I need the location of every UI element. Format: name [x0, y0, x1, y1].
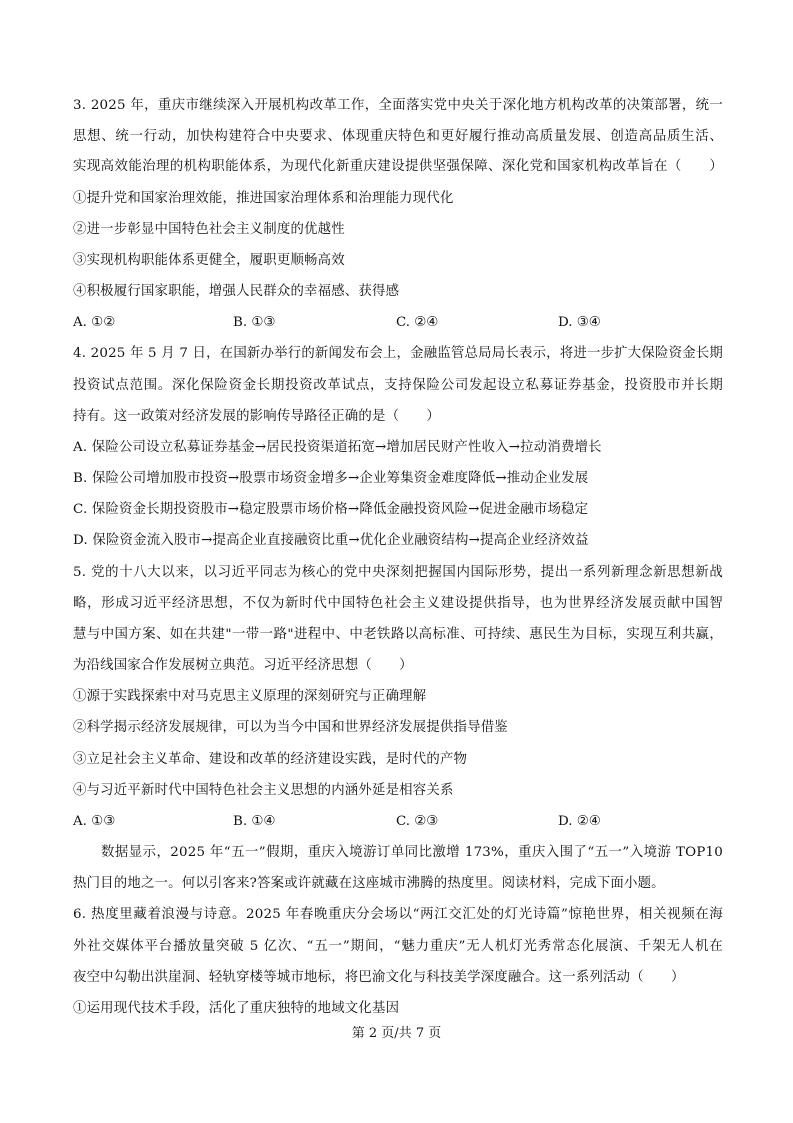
q5-option-a: A. ①③ [73, 814, 116, 829]
q3-option-a: A. ①② [73, 315, 116, 330]
q6-stem-line-2: 外社交媒体平台播放量突破 5 亿次、“五一”期间，“魅力重庆”无人机灯光秀常态化展演、千架无人机在 [73, 939, 723, 954]
q4-option-a: A. 保险公司设立私募证券基金→居民投资渠道拓宽→增加居民财产性收入→拉动消费增长 [73, 440, 602, 455]
q4-option-d: D. 保险资金流入股市→提高企业直接融资比重→优化企业融资结构→提高企业经济效益 [73, 533, 589, 548]
q4-stem-line-2: 投资试点范围。深化保险资金长期投资改革试点，支持保险公司发起设立私募证券基金，投资股市并长期 [73, 378, 723, 393]
q5-stem-line-1: 5. 党的十八大以来，以习近平同志为核心的党中央深刻把握国内国际形势，提出一系列新理念新思想新战 [73, 565, 723, 580]
q3-item-4: ④积极履行国家职能，增强人民群众的幸福感、获得感 [73, 284, 400, 299]
page-number: 第 2 页/共 7 页 [351, 1026, 442, 1041]
q3-stem-line-1: 3. 2025 年，重庆市继续深入开展机构改革工作，全面落实党中央关于深化地方机构改革的决策部署，统一 [73, 98, 723, 113]
q5-stem-line-3: 慧与中国方案、如在共建"一带一路"进程中、中老铁路以高标准、可持续、惠民生为目标，实现互利共赢， [73, 627, 723, 642]
q6-stem-line-1: 6. 热度里藏着浪漫与诗意。2025 年春晚重庆分会场以“两江交汇处的灯光诗篇”惊艳世界，相关视频在海 [73, 907, 723, 922]
q3-item-3: ③实现机构职能体系更健全，履职更顺畅高效 [73, 253, 345, 268]
q3-item-2: ②进一步彰显中国特色社会主义制度的优越性 [73, 222, 345, 237]
q3-option-d: D. ③④ [558, 315, 601, 330]
q3-stem-line-3: 实现高效能治理的机构职能体系，为现代化新重庆建设提供坚强保障、深化党和国家机构改革旨在（ ） [73, 159, 723, 174]
q5-item-4: ④与习近平新时代中国特色社会主义思想的内涵外延是相容关系 [73, 783, 454, 798]
q5-option-d: D. ②④ [558, 814, 601, 829]
q5-option-c: C. ②③ [396, 814, 439, 829]
q5-stem-line-2: 略，形成习近平经济思想，不仅为新时代中国特色社会主义建设提供指导，也为世界经济发展贡献中国智 [73, 596, 723, 611]
q5-item-1: ①源于实践探索中对马克思主义原理的深刻研究与正确理解 [73, 689, 427, 704]
q3-stem-line-2: 思想、统一行动，加快构建符合中央要求、体现重庆特色和更好履行推动高质量发展、创造高品质生活、 [73, 129, 723, 144]
material-line-2: 热门目的地之一。何以引客来?答案或许就藏在这座城市沸腾的热度里。阅读材料，完成下面小题。 [73, 876, 665, 891]
q4-stem-line-1: 4. 2025 年 5 月 7 日，在国新办举行的新闻发布会上，金融监管总局局长表示，将进一步扩大保险资金长期 [73, 346, 723, 361]
q4-stem-line-3: 持有。这一政策对经济发展的影响传导路径正确的是（ ） [73, 409, 440, 424]
q5-stem-line-4: 为沿线国家合作发展树立典范。习近平经济思想（ ） [73, 658, 413, 673]
q3-option-b: B. ①③ [233, 315, 276, 330]
q5-option-b: B. ①④ [233, 814, 276, 829]
q5-item-2: ②科学揭示经济发展规律，可以为当今中国和世界经济发展提供指导借鉴 [73, 720, 508, 735]
material-line-1: 数据显示，2025 年“五一”假期，重庆入境游订单同比激增 173%，重庆入围了“五一”入境游 TOP10 [101, 845, 723, 860]
q3-item-1: ①提升党和国家治理效能，推进国家治理体系和治理能力现代化 [73, 191, 454, 206]
q6-stem-line-3: 夜空中勾勒出洪崖洞、轻轨穿楼等城市地标，将巴渝文化与科技美学深度融合。这一系列活动（ ） [73, 970, 685, 985]
q6-item-1: ①运用现代技术手段，活化了重庆独特的地域文化基因 [73, 1001, 400, 1016]
q3-option-c: C. ②④ [396, 315, 439, 330]
q4-option-b: B. 保险公司增加股市投资→股票市场资金增多→企业筹集资金难度降低→推动企业发展 [73, 471, 589, 486]
q5-item-3: ③立足社会主义革命、建设和改革的经济建设实践，是时代的产物 [73, 752, 468, 767]
q4-option-c: C. 保险资金长期投资股市→稳定股票市场价格→降低金融投资风险→促进金融市场稳定 [73, 502, 589, 517]
